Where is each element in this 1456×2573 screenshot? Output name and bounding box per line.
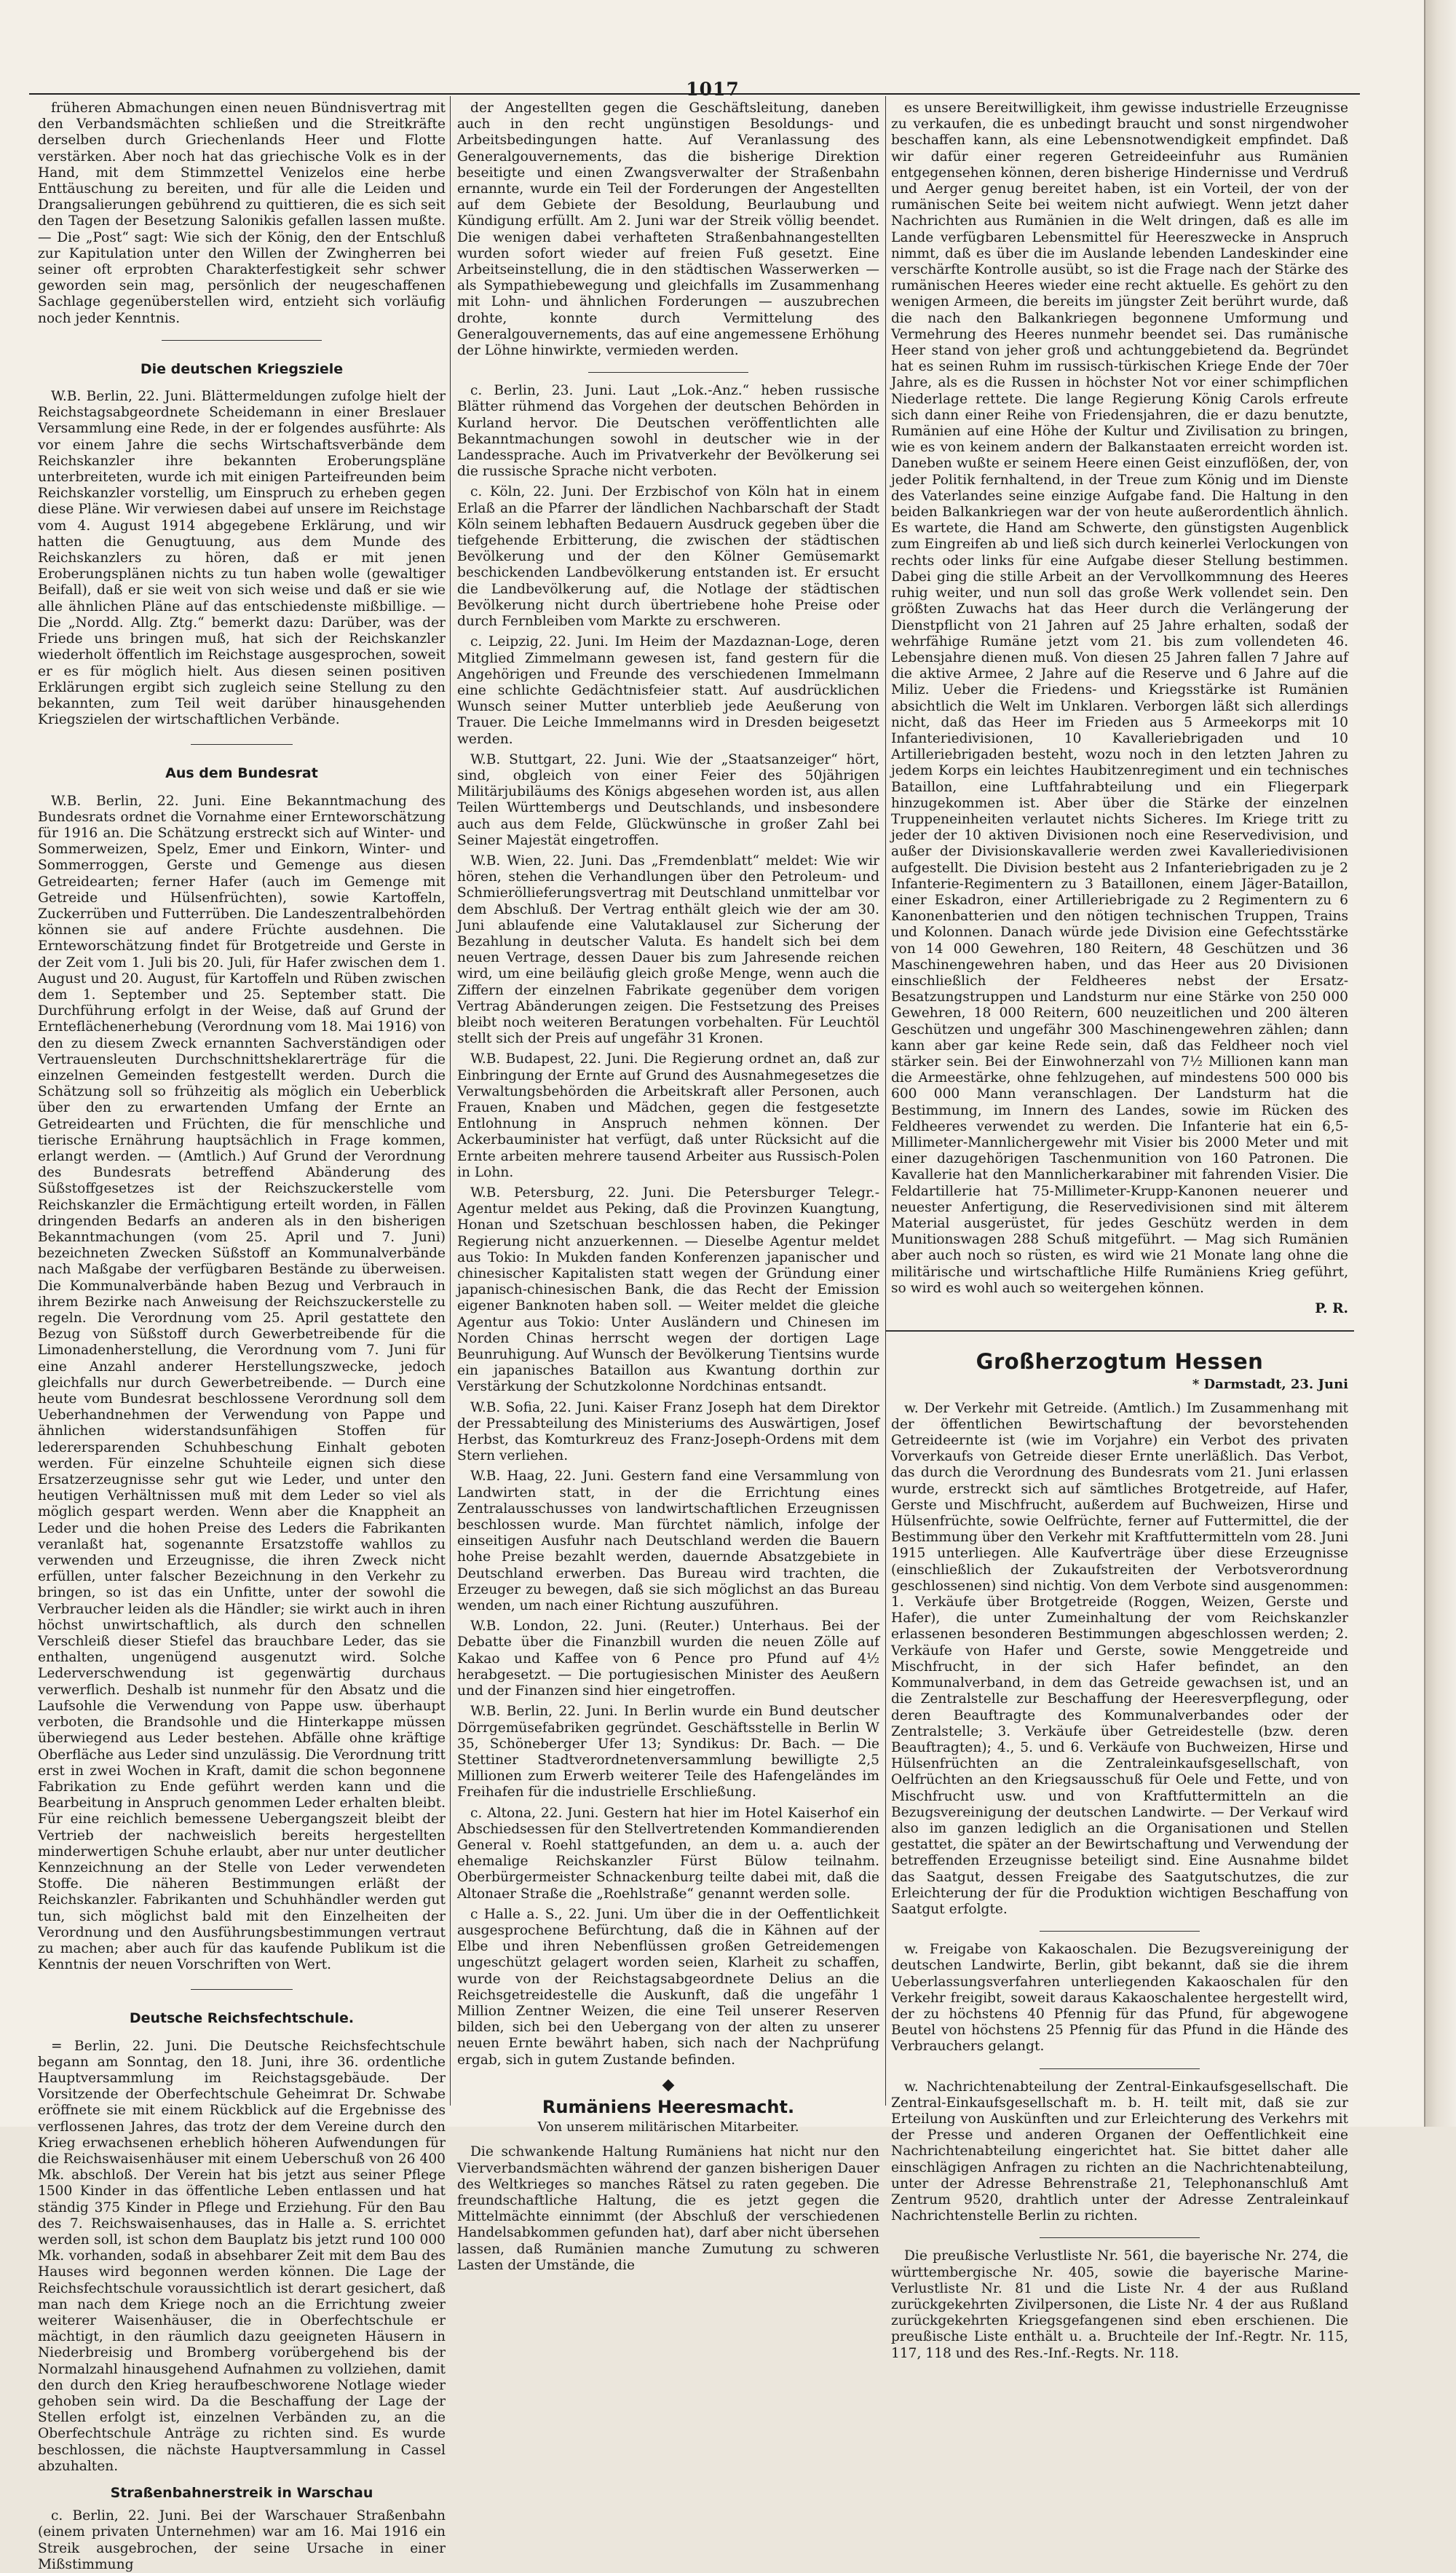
article-text: früheren Abmachungen einen neuen Bündnisvertrag mit den Verbandsmächten schließen und die Streitkräfte derselben durch Griechenlands Heer und Flotte verstärken. Aber noch hat das griechische Volk es in der Hand, mit dem Stimmzettel Venizelos eine herbe Enttäuschung zu bereiten, und für alle die Leiden und Drangsalierungen gebührend zu quittieren, die es sich seit den Tagen der Besetzung Salonikis gefallen lassen mußte. — Die „Post“ sagt: Wie sich der König, den der Entschluß zur Kapitulation unter den Willen der Zwingherren bei seiner oft erprobten Charakterfestigkeit sehr schwer geworden sein mag, persönlich der neugeschaffenen Sachlage gegenüberstellen wird, entzieht sich vorläufig noch jeder Kenntnis. (38, 100, 446, 326)
page-edge (1424, 0, 1456, 2127)
separator-rule (191, 744, 293, 745)
diamond-ornament-icon: ◆ (662, 2075, 675, 2094)
column-divider-2 (885, 96, 886, 2106)
separator-rule (162, 340, 322, 341)
article-text: c. Berlin, 22. Juni. Bei der Warschauer Straßenbahn (einem privaten Unternehmen) war am 16. Mai 1916 ein Streik ausgebrochen, der seine Ursache in einer Mißstimmung (38, 2508, 446, 2572)
header-rule (29, 93, 1360, 95)
news-item: W.B. Sofia, 22. Juni. Kaiser Franz Joseph hat dem Direktor der Pressabteilung des Ministeriums des Auswärtigen, Josef Herbst, das Komturkreuz des Franz-Joseph-Ordens mit dem Stern verliehen. (457, 1399, 879, 1464)
news-item: w. Freigabe von Kakaoschalen. Die Bezugsvereinigung der deutschen Landwirte, Berlin, gibt bekannt, daß sie die ihrem Ueberlassungsverfahren unterliegenden Kakaoschalen für den Verkehr freigibt, soweit daraus Kakaoschalentee hergestellt wird, der zu höchstens 40 Pfennig für das Pfund, für abgewogene Beutel von höchstens 25 Pfennig für das Pfund in die Hände des Verbrauchers gelangt. (891, 1942, 1348, 2055)
news-item: c. Berlin, 23. Juni. Laut „Lok.-Anz.“ heben russische Blätter rühmend das Vorgehen der deutschen Behörden in Kurland hervor. Die Deutschen veröffentlichten alle Bekanntmachungen sowohl in deutscher wie in der Landessprache. Auch im Privatverkehr der Bevölkerung sei die russische Sprache nicht verboten. (457, 383, 879, 480)
separator-rule (191, 1989, 293, 1990)
news-item: w. Der Verkehr mit Getreide. (Amtlich.) Im Zusammenhang mit der öffentlichen Bewirtschaftung der bevorstehenden Getreideernte ist (wie im Vorjahre) ein Verbot des privaten Vorverkaufs von Getreide dieser Ernte unerläßlich. Das Verbot, das durch die Verordnung des Bundesrats vom 21. Juni erlassen wurde, erstreckt sich auf sämtliches Brotgetreide, auf Hafer, Gerste und Mischfrucht, außerdem auf Buchweizen, Hirse und Hülsenfrüchte, sowie Oelfrüchte, ferner auf Futtermittel, die der Bestimmung über den Verkehr mit Kraftfuttermitteln vom 28. Juni 1915 unterliegen. Alle Kaufverträge über diese Erzeugnisse (einschließlich der Zukaufstreiten der Verbotsverordnung geschlossenen) sind nichtig. Von dem Verbote sind ausgenommen: 1. Verkäufe über Brotgetreide (Roggen, Weizen, Gerste und Hafer), die unter Zumeinhaltung der vom Reichskanzler erlassenen besonderen Bestimmungen abgeschlossen werden; 2. Verkäufe von Hafer und Gerste, sowie Menggetreide und Mischfrucht, in der sich Hafer befindet, an den Kommunalverband, in dem das Getreide gewachsen ist, und an die Zentralstelle zur Beschaffung der Heeresverpflegung, oder deren Beauftragte des Kommunalverbandes oder der Zentralstelle; 3. Verkäufe über Getreidestelle (bzw. deren Beauftragten); 4., 5. und 6. Verkäufe von Buchweizen, Hirse und Hülsenfrüchten an die Zentraleinkaufsgesellschaft, von Oelfrüchten an den Kriegsausschuß für Oele und Fette, und von Mischfrucht usw. und von Kraftfuttermitteln an die Bezugsvereinigung der deutschen Landwirte. — Der Verkauf wird also im ganzen lediglich an die Organisationen und Stellen gestattet, die später an der Bewirtschaftung und Verwendung der betreffenden Erzeugnisse beteiligt sind. Eine Ausnahme bildet das Saatgut, dessen Freigabe des Saatgutschutzes, die zur Erleichterung der für die Produktion wichtigen Beschaffung von Saatgut erfolgte. (891, 1400, 1348, 1917)
article-text: es unsere Bereitwilligkeit, ihm gewisse industrielle Erzeugnisse zu verkaufen, die es unbedingt braucht und sonst nirgendwoher beschaffen kann, als eine Lebensnotwendigkeit empfindet. Daß wir dafür einer regeren Getreideeinfuhr aus Rumänien entgegensehen können, deren bisherige Hindernisse und Verdruß und Aerger genug bereitet haben, ist ein Vorteil, der von der rumänischen Seite bei weitem nicht aufwiegt. Wenn jetzt daher Nachrichten aus Rumänien in die Welt dringen, daß es alle im Lande verfügbaren Lebensmittel für Heereszwecke in Anspruch nimmt, daß es über die im Auslande lebenden Landeskinder eine verschärfte Kontrolle ausübt, so ist die Frage nach der Stärke des rumänischen Heeres wieder eine recht aktuelle. Es gehört zu den wenigen Armeen, die bereits im jüngster Zeit berührt wurde, daß die nach den Balkankriegen begonnene Umformung und Vermehrung des Heeres nunmehr beendet sei. Das rumänische Heer stand von jeher groß und achtunggebietend da. Begründet hat es seinen Ruhm im russisch-türkischen Kriege Ende der 70er Jahre, als es die Russen in höchster Not vor einer schimpflichen Niederlage rettete. Die lange Regierung König Carols erfreute sich dann einer Reihe von Friedensjahren, die er dazu benutzte, Rumänien auf eine Höhe der Kultur und Zivilisation zu bringen, wie es von keinem andern der Balkanstaaten erreicht worden ist. Daneben wußte er seinem Heere einen Geist einzuflößen, der, von jeder Politik fernhaltend, in der Treue zum König und im Dienste des Vaterlandes seine einzige Aufgabe fand. Die Haltung in den beiden Balkankriegen war der von heute außerordentlich ähnlich. Es wartete, die Hand am Schwerte, den günstigsten Augenblick zum Eingreifen ab und ließ sich durch keinerlei Verlockungen von rechts oder links für eine Aufgabe dieser Stellung bestimmen. Dabei ging die stille Arbeit an der Vervollkommnung des Heeres ruhig weiter, und nun soll das große Werk vollendet sein. Den größten Zuwachs hat das Heer durch die Verlängerung der Dienstpflicht von 21 Jahren auf 25 Jahre erhalten, sodaß der wehrfähige Rumäne jetzt vom 21. bis zum vollendeten 46. Lebensjahre dienen muß. Von diesen 25 Jahren fallen 7 Jahre auf die aktive Armee, 2 Jahre auf die Reserve und 6 Jahre auf die Miliz. Ueber die Friedens- und Kriegsstärke ist Rumänien absichtlich die Welt im Unklaren. Verborgen läßt sich allerdings nicht, daß das Heer im Frieden aus 5 Armeekorps mit 10 Infanteriedivisionen, 10 Kavalleriebrigaden und 10 Artilleriebrigaden besteht, wozu noch in den letzten Jahren zu jedem Korps ein leichtes Haubitzenregiment und ein technisches Bataillon, eine Luftfahrabteilung und ein Fliegerpark hinzugekommen ist. Aber über die Stärke der einzelnen Truppeneinheiten verlautet nichts Sicheres. Im Kriege tritt zu jeder der 10 aktiven Divisionen noch eine Reservedivision, und außer der Divisionskavallerie werden zwei Kavalleriedivisionen aufgestellt. Die Division besteht aus 2 Infanteriebrigaden zu je 2 Infanterie-Regimentern zu 3 Bataillonen, einem Jäger-Bataillon, einer Eskadron, einer Artilleriebrigade zu 2 Regimentern zu 6 Kanonenbatterien und den nötigen technischen Truppen, Trains und Kolonnen. Danach würde jede Division eine Gefechtsstärke von 14 000 Gewehren, 180 Reitern, 48 Geschützen und 36 Maschinengewehren haben, und das Heer aus 20 Divisionen einschließlich der Feldheeres nebst der Ersatz-Besatzungstruppen und Landsturm nur eine Stärke von 250 000 Gewehren, 18 000 Reitern, 600 neuzeitlichen und 200 älteren Geschützen und ungefähr 300 Maschinengewehren zählen; dann kann aber gar keine Rede sein, daß das Feldheer noch viel stärker sein. Bei der Einwohnerzahl von 7½ Millionen kann man die Armeestärke, ohne fehlzugehen, auf mindestens 500 000 bis 600 000 Mann veranschlagen. Der Landsturm hat die Bestimmung, im Innern des Landes, sowie im Rücken des Feldheeres verwendet zu werden. Die Infanterie hat ein 6,5-Millimeter-Mannlichergewehr mit Visier bis 2000 Meter und mit einer dazugehörigen Taschenmunition von 160 Patronen. Die Kavallerie hat den Mannlicherkarabiner mit fahrenden Visier. Die Feldartillerie hat 75-Millimeter-Krupp-Kanonen neuerer und neuester Anfertigung, die Reservedivisionen sind mit älterem Material ausgerüstet, für jedes Geschütz werden in dem Munitionswagen 288 Schuß mitgeführt. — Mag sich Rumänien aber auch noch so rüsten, es wird wie 21 Monate lang ohne die militärische und wirtschaftliche Hilfe Rumäniens Krieg geführt, so wird es wohl auch so weitergehen können. (891, 100, 1348, 1296)
column-1 (38, 100, 446, 2572)
news-item: c Halle a. S., 22. Juni. Um über die in der Oeffentlichkeit ausgesprochene Befürchtung, daß die in Kähnen auf der Elbe und ihren Nebenflüssen großen Getreidemengen ungeschützt gelagert worden seien, Klarheit zu schaffen, wurde von der Reichstagsabgeordnete Delius an die Reichsgetreidestelle die Auskunft, daß die ungefähr 1 Million Zentner Weizen, die eine Teil unserer Reserven bilden, sich bei den Uebergang von der alten zu unserer neuen Ernte bewährt haben, sich nach der Nachprüfung ergab, sich in gutem Zustande befinden. (457, 1906, 879, 2068)
news-item: Die preußische Verlustliste Nr. 561, die bayerische Nr. 274, die württembergische Nr. 405, sowie die bayerische Marine-Verlustliste Nr. 81 und die Liste Nr. 4 der aus Rußland zurückgekehrten Zivilpersonen, die Liste Nr. 4 der aus Rußland zurückgekehrten Kriegsgefangenen sind eben erschienen. Die preußische Liste enthält u. a. Bruchteile der Inf.-Regtr. Nr. 115, 117, 118 und des Res.-Inf.-Regts. Nr. 118. (891, 2248, 1348, 2361)
column-divider-1 (450, 96, 451, 2106)
news-item: c. Leipzig, 22. Juni. Im Heim der Mazdaznan-Loge, deren Mitglied Zimmelmann gewesen ist, fand gestern für die Angehörigen und Freunde des verschiedenen Immelmann eine schlichte Gedächtnisfeier statt. Auf ausdrücklichen Wunsch seiner Mutter unterblieb jede Aeußerung von Trauer. Die Leiche Immelmanns wird in Dresden beigesetzt werden. (457, 634, 879, 747)
column-2 (457, 100, 879, 2273)
news-item: W.B. Wien, 22. Juni. Das „Fremdenblatt“ meldet: Wie wir hören, stehen die Verhandlungen über den Petroleum- und Schmieröllieferungsvertrag mit Deutschland unmittelbar vor dem Abschluß. Der Vertrag enthält gleich wie der am 30. Juni ablaufende eine Valutaklausel zur Sicherung der Bezahlung in deutscher Valuta. Es handelt sich bei dem neuen Vertrage, dessen Dauer bis zum Jahresende reichen wird, um eine beiläufig gleich große Menge, wenn auch die Ziffern der einzelnen Fabrikate gegenüber dem vorigen Vertrag Abänderungen zeigen. Die Festsetzung des Preises bleibt noch weiteren Beratungen vorbehalten. Für Leuchtöl stellt sich der Preis auf ungefähr 31 Kronen. (457, 853, 879, 1047)
column-3 (891, 100, 1348, 2361)
article-heading: Die deutschen Kriegsziele (140, 360, 344, 377)
news-item: W.B. Stuttgart, 22. Juni. Wie der „Staatsanzeiger“ hört, sind, obgleich von einer Feier des 50jährigen Militärjubiläums des Königs abgesehen worden ist, aus allen Teilen Württembergs und Deutschlands, und insbesondere auch aus dem Felde, Glückwünsche in großer Zahl bei Seiner Majestät eingetroffen. (457, 751, 879, 848)
news-item: c. Altona, 22. Juni. Gestern hat hier im Hotel Kaiserhof ein Abschiedsessen für den Stellvertretenden Kommandierenden General v. Roehl stattgefunden, an dem u. a. auch der ehemalige Reichskanzler Fürst Bülow teilnahm. Oberbürgermeister Schnackenburg teilte dabei mit, daß die Altonaer Straße die „Roehlstraße“ genannt werden solle. (457, 1805, 879, 1902)
article-heading: Aus dem Bundesrat (165, 765, 318, 782)
section-rule (885, 1330, 1354, 1332)
article-text: = Berlin, 22. Juni. Die Deutsche Reichsfechtschule begann am Sonntag, den 18. Juni, ihre 36. ordentliche Hauptversammlung im Reichstagsgebäude. Der Vorsitzende der Oberfechtschule Geheimrat Dr. Schwabe eröffnete sie mit einem Rückblick auf die Ergebnisse des verflossenen Jahres, das trotz der dem Vereine durch den Krieg erwachsenen erheblich höheren Aufwendungen für die Reichswaisenhäuser mit einem Ueberschuß von 26 400 Mk. abschloß. Der Verein hat bis jetzt aus seiner Pflege 1500 Kinder in das öffentliche Leben entlassen und hat ständig 375 Kinder in Pflege und Erziehung. Für den Bau des 7. Reichswaisenhauses, das in Halle a. S. errichtet werden soll, ist schon dem Bauplatz bis jetzt rund 100 000 Mk. vorhanden, sodaß in absehbarer Zeit mit dem Bau des Hauses wird begonnen werden können. Die Lage der Reichsfechtschule voraussichtlich ist derart gesichert, daß man nach dem Kriege noch an die Errichtung zweier weiterer Waisenhäuser, die in Oberfechtschule er mächtigt, in den räumlich dazu geeigneten Häusern in Niederbreisig und Bromberg vorübergehend bis der Normalzahl hinausgehend Aufnahmen zu vollziehen, damit den durch den Krieg heraufbeschworene Notlage wieder gehoben sein wird. Da die Beschaffung der Lage der Stellen erfolgt ist, einzelnen Verbänden zu, an die Oberfechtschule Anträge zu richten sind. Es wurde beschlossen, die nächste Hauptversammlung in Cassel abzuhalten. (38, 2038, 446, 2474)
page-number: 1017 (686, 79, 740, 100)
news-item: w. Nachrichtenabteilung der Zentral-Einkaufsgesellschaft. Die Zentral-Einkaufsgesellschaft m. b. H. teilt mit, daß sie zur Erteilung von Auskünften und zur Erleichterung des Verkehrs mit der Presse und anderen Organen der Oeffentlichkeit eine Nachrichtenabteilung eingerichtet hat. Sie bittet daher alle einschlägigen Anfragen zu richten an die Nachrichtenabteilung, unter der Adresse Behrenstraße 21, Telephonanschluß Amt Zentrum 9520, drahtlich unter der Adresse Zentraleinkauf Nachrichtenstelle Berlin zu richten. (891, 2079, 1348, 2224)
separator-rule (1040, 2237, 1200, 2238)
article-heading: Straßenbahnerstreik in Warschau (110, 2485, 373, 2502)
article-byline: Von unserem militärischen Mitarbeiter. (537, 2119, 799, 2135)
article-heading: Deutsche Reichsfechtschule. (129, 2010, 355, 2027)
article-text: W.B. Berlin, 22. Juni. Blättermeldungen zufolge hielt der Reichstagsabgeordnete Scheidemann in einer Breslauer Versammlung eine Rede, in der er folgendes ausführte: Als vor einem Jahre die sechs Wirtschaftsverbände dem Reichskanzler ihre bekannten Eroberungspläne unterbreiteten, wurde ich mit einigen Parteifreunden beim Reichskanzler vorstellig, um Einspruch zu erheben gegen diese Pläne. Wir verwiesen dabei auf unsere im Reichstage vom 4. August 1914 abgegebene Erklärung, und wir hatten die Genugtuung, aus dem Munde des Reichskanzlers zu hören, daß er mit jenen Eroberungsplänen nichts zu tun haben wolle (gewaltiger Beifall), daß er sie weit von sich weise und daß er sie wie alle ähnlichen Pläne auf das entschiedenste mißbillige. — Die „Nordd. Allg. Ztg.“ bemerkt dazu: Darüber, was der Friede uns bringen muß, hat sich der Reichskanzler wiederholt öffentlich im Reichstage ausgesprochen, soweit er es für möglich hielt. Aus diesen seinen positiven Erklärungen ergibt sich zugleich seine Stellung zu den bekannten, zum Teil weit darüber hinausgehenden Kriegszielen der wirtschaftlichen Verbände. (38, 389, 446, 728)
separator-rule (1040, 1931, 1200, 1932)
news-item: W.B. Haag, 22. Juni. Gestern fand eine Versammlung von Landwirten statt, in der die Errichtung eines Zentralausschusses von landwirtschaftlichen Erzeugnissen beschlossen wurde. Man fürchtet nämlich, infolge der einseitigen Ausfuhr nach Deutschland werden die Bauern hohe Preise bezahlt werden, dauernde Absatzgebiete in Deutschland erwerben. Das Bureau wird trachten, die Erzeuger zu bewegen, daß sie sich möglichst an das Bureau wenden, um nach einer Richtung auszuführen. (457, 1469, 879, 1614)
dateline: * Darmstadt, 23. Juni (1192, 1377, 1348, 1393)
news-item: c. Köln, 22. Juni. Der Erzbischof von Köln hat in einem Erlaß an die Pfarrer der ländlichen Nachbarschaft der Stadt Köln seinem lebhaften Bedauern Ausdruck gegeben über die tiefgehende Erbitterung, die zwischen der städtischen Bevölkerung und der den Kölner Gemüsemarkt beschickenden Landbevölkerung entstanden ist. Er ersucht die Landbevölkerung auf, die Notlage der städtischen Bevölkerung nicht durch übertriebene hohe Preise oder durch Fernbleiben vom Markte zu erschweren. (457, 484, 879, 630)
article-heading: Rumäniens Heeresmacht. (542, 2096, 795, 2117)
news-item: W.B. Budapest, 22. Juni. Die Regierung ordnet an, daß zur Einbringung der Ernte auf Grund des Ausnahmegesetzes die Verwaltungsbehörden die Arbeitskraft aller Personen, auch Frauen, Knaben und Mädchen, gegen die festgesetzte Entlohnung in Anspruch nehmen können. Der Ackerbauminister hat verfügt, daß unter Rücksicht auf die Ernte arbeiten mehrere tausend Arbeiter aus Russisch-Polen in Lohn. (457, 1051, 879, 1180)
news-item: W.B. London, 22. Juni. (Reuter.) Unterhaus. Bei der Debatte über die Finanzbill wurden die neuen Zölle auf Kakao und Kaffee von 6 Pence pro Pfund auf 4½ herabgesetzt. — Die portugiesischen Minister des Aeußern und der Finanzen sind hier eingetroffen. (457, 1618, 879, 1699)
separator-rule (1040, 2068, 1200, 2069)
separator-rule (588, 372, 748, 373)
article-text: Die schwankende Haltung Rumäniens hat nicht nur den Vierverbandsmächten während der ganzen bisherigen Dauer des Weltkrieges so manches Rätsel zu raten gegeben. Die freundschaftliche Haltung, die es jetzt gegen die Mittelmächte einnimmt (der Abschluß der verschiedenen Handelsabkommen gefunden hat), darf aber nicht übersehen lassen, daß Rumänien manche Zumutung zu schweren Lasten der Umstände, die (457, 2144, 879, 2273)
author-signature: P. R. (1315, 1301, 1348, 1317)
article-text: W.B. Berlin, 22. Juni. Eine Bekanntmachung des Bundesrats ordnet die Vornahme einer Ernteworschätzung für 1916 an. Die Schätzung erstreckt sich auf Winter- und Sommerweizen, Spelz, Emer und Einkorn, Winter- und Sommerroggen, Gerste und Gemenge aus diesen Getreidearten; ferner Hafer (auch im Gemenge mit Getreide und Hülsenfrüchten), sowie Kartoffeln, Zuckerrüben und Futterrüben. Die Landeszentralbehörden können sie auf andere Früchte ausdehnen. Die Ernteworschätzung findet für Brotgetreide und Gerste in der Zeit vom 1. Juli bis 20. Juli, für Hafer zwischen dem 1. August und 20. August, für Kartoffeln und Rüben zwischen dem 1. September und 25. September statt. Die Durchführung erfolgt in der Weise, daß auf Grund der Ernteflächenerhebung (Verordnung vom 18. Mai 1916) von den zu diesem Zweck ernannten Sachverständigen oder Vertrauensleuten Durchschnittsheklarerträge für die einzelnen Gemeinden festgestellt werden. Durch die Schätzung soll so frühzeitig als möglich ein Ueberblick über den zu erwartenden Umfang der Ernte an Getreidearten und Früchten, die für menschliche und tierische Ernährung hauptsächlich in Frage kommen, erlangt werden. — (Amtlich.) Auf Grund der Verordnung des Bundesrats betreffend Abänderung des Süßstoffgesetzes ist der Reichszuckerstelle vom Reichskanzler die Ermächtigung erteilt worden, in Fällen dringenden Bedarfs an anderen als in den bisherigen Bekanntmachungen (vom 25. April und 7. Juni) bezeichneten Zwecken Süßstoff an Kommunalverbände nach Maßgabe der verfügbaren Bestände zu überweisen. Die Kommunalverbände haben Bezug und Verbrauch in ihrem Bezirke nach Anweisung der Reichszuckerstelle zu regeln. Die Verordnung vom 25. April gestattete den Bezug von Süßstoff durch Gewerbetreibende für die Limonadenherstellung, die Verordnung vom 7. Juni für eine Anzahl anderer Herstellungszwecke, jedoch gleichfalls nur durch Gewerbetreibende. — Durch eine heute vom Bundesrat beschlossene Verordnung soll dem Ueberhandnehmen der Verwendung von Pappe und ähnlichen widerstandsunfähigen Stoffen für lederersparenden Schuhbeschung Einhalt geboten werden. Für einzelne Schuhteile eignen sich diese Ersatzerzeugnisse sehr gut wie Leder, und unter den heutigen Verhältnissen muß mit dem Leder so viel als möglich gespart werden. Wenn aber die Knappheit an Leder und die hohen Preise des Leders die Fabrikanten veranlaßt hat, sogenannte Ersatzstoffe wahllos zu verwenden und Erzeugnisse, die ihren Zweck nicht erfüllen, unter falscher Bezeichnung in den Verkehr zu bringen, so ist das ein Unfitte, unter der sowohl die Verbraucher leiden als die Händler; sie wirkt auch in ihren höchst unwirtschaftlich, als durch den schnellen Verschleiß dieser Stiefel das brauchbare Leder, das sie enthalten, ungenügend ausgenutzt wird. Solche Lederverschwendung ist gegenwärtig durchaus verwerflich. Deshalb ist nunmehr für den Absatz und die Laufsohle die Verwendung von Pappe usw. überhaupt verboten, die Brandsohle und die Hinterkappe müssen überwiegend aus Leder bestehen. Abfälle ohne kräftige Oberfläche aus Leder sind unzulässig. Die Verordnung tritt erst in zwei Wochen in Kraft, damit die schon begonnene Fabrikation zu Ende geführt werden kann und die Bearbeitung in Anspruch genommen Leder erhalten bleibt. Für eine reichlich bemessene Uebergangszeit bleibt der Vertrieb der nachweislich bereits hergestellten minderwertigen Schuhe erlaubt, aber nur unter deutlicher Kennzeichnung an der Stelle von Leder verwendeten Stoffe. Die näheren Bestimmungen erläßt der Reichskanzler. Fabrikanten und Schuhhändler werden gut tun, sich möglichst bald mit den Einzelheiten der Verordnung und den Ausführungsbestimmungen vertraut zu machen; aber auch für das kaufende Publikum ist die Kenntnis der neuen Vorschriften von Wert. (38, 793, 446, 1973)
article-text: der Angestellten gegen die Geschäftsleitung, daneben auch in den recht ungünstigen Besoldungs- und Arbeitsbedingungen hatte. Auf Veranlassung des Generalgouvernements, das die bisherige Direktion beseitigte und einen Zwangsverwalter der Straßenbahn ernannte, wurde ein Teil der Forderungen der Angestellten auf dem Gebiete der Besoldung, Beurlaubung und Kündigung erfüllt. Am 2. Juni war der Streik völlig beendet. Die wenigen dabei verhafteten Straßenbahnangestellten wurden sofort wieder auf freien Fuß gesetzt. Eine Arbeitseinstellung, die in den städtischen Wasserwerken — als Sympathiebewegung und gleichfalls im Zusammenhang mit Lohn- und ähnlichen Forderungen — auszubrechen drohte, konnte durch Vermittelung des Generalgouvernements, das auf eine angemessene Erhöhung der Löhne hinwirkte, vermieden werden. (457, 100, 879, 359)
section-heading: Großherzogtum Hessen (976, 1349, 1264, 1375)
news-item: W.B. Petersburg, 22. Juni. Die Petersburger Telegr.-Agentur meldet aus Peking, daß die Provinzen Kuangtung, Honan und Szetschuan beschlossen haben, die Pekinger Regierung nicht anzuerkennen. — Dieselbe Agentur meldet aus Tokio: In Mukden fanden Konferenzen japanischer und chinesischer Kapitalisten statt wegen der Gründung einer japanisch-chinesischen Bank, die das Recht der Emission eigener Banknoten haben soll. — Weiter meldet die gleiche Agentur aus Tokio: Unter Ausländern und Chinesen im Norden Chinas herrscht wegen der dortigen Lage Beunruhigung. Auf Wunsch der Bevölkerung Tientsins wurde ein japanisches Bataillon aus Kwantung dorthin zur Verstärkung der Schutzkolonne Nordchinas entsandt. (457, 1185, 879, 1395)
news-item: W.B. Berlin, 22. Juni. In Berlin wurde ein Bund deutscher Dörrgemüsefabriken gegründet. Geschäftsstelle in Berlin W 35, Schöneberger Ufer 13; Syndikus: Dr. Bach. — Die Stettiner Stadtverordnetenversammlung bewilligte 2,5 Millionen zum Erwerb weiterer Teile des Hafengeländes im Freihafen für die industrielle Erschließung. (457, 1704, 879, 1801)
